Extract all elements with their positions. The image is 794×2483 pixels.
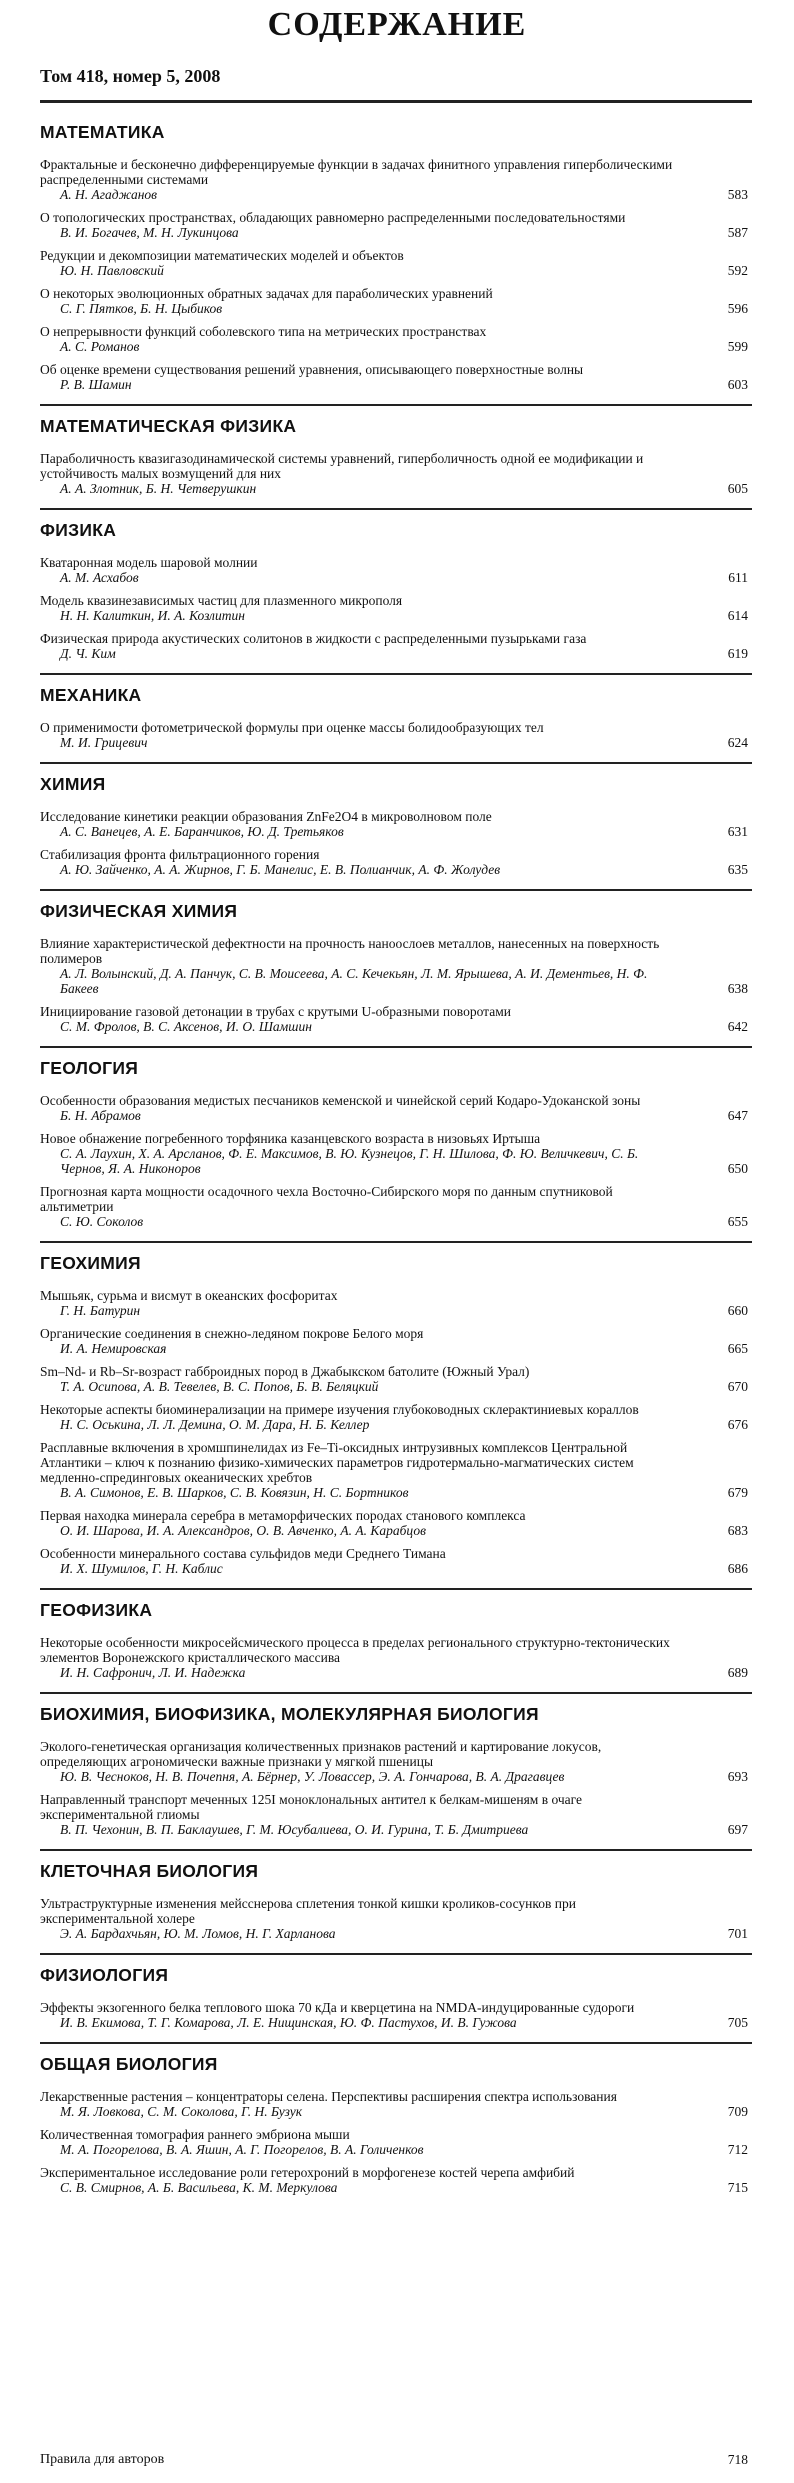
article-entry	[40, 248, 752, 278]
article-authors	[40, 2015, 752, 2030]
authors-text: Н. С. Оськина, Л. Л. Демина, О. М. Дара, Н. Б. Келлер	[60, 1417, 370, 1432]
article-title: Параболичность квазигазодинамической системы уравнений, гиперболичность одной ее модификации и устойчивость малых возмущений для них	[40, 451, 644, 481]
article-entry	[40, 1093, 752, 1123]
article-title: Новое обнажение погребенного торфяника казанцевского возраста в низовьях Иртыша	[40, 1131, 541, 1146]
section-divider	[40, 673, 752, 675]
authors-text: М. Я. Ловкова, С. М. Соколова, Г. Н. Бузук	[60, 2104, 303, 2119]
article-page: 679	[727, 1485, 748, 1500]
author-rules-label: Правила для авторов	[40, 2452, 165, 2467]
authors-text: А. С. Романов	[60, 339, 140, 354]
section-heading: МАТЕМАТИЧЕСКАЯ ФИЗИКА	[40, 416, 297, 436]
article-authors	[40, 862, 752, 877]
author-rules-page: 718	[727, 2452, 748, 2467]
article-authors	[40, 1769, 752, 1784]
section-divider	[40, 1588, 752, 1590]
authors-text: И. Х. Шумилов, Г. Н. Каблис	[60, 1561, 223, 1576]
article-authors	[40, 187, 752, 202]
section-heading: ФИЗИЧЕСКАЯ ХИМИЯ	[40, 901, 238, 921]
author-rules-entry	[40, 2452, 752, 2468]
article-page: 665	[727, 1341, 748, 1356]
authors-text: О. И. Шарова, И. А. Александров, О. В. Авченко, А. А. Карабцов	[60, 1523, 426, 1538]
authors-text: С. Г. Пятков, Б. Н. Цыбиков	[60, 301, 223, 316]
article-entry	[40, 157, 752, 202]
article-title: О некоторых эволюционных обратных задачах для параболических уравнений	[40, 286, 493, 301]
section-divider	[40, 508, 752, 510]
section-divider	[40, 404, 752, 406]
section-divider	[40, 1046, 752, 1048]
article-page: 592	[727, 263, 748, 278]
authors-text: А. Н. Агаджанов	[60, 187, 158, 202]
article-page: 583	[727, 187, 748, 202]
section-heading: ФИЗИОЛОГИЯ	[40, 1965, 169, 1985]
article-authors	[40, 1019, 752, 1034]
article-page: 638	[727, 981, 748, 996]
authors-text: Т. А. Осипова, А. В. Тевелев, В. С. Попов, Б. В. Беляцкий	[60, 1379, 379, 1394]
authors-text: И. В. Екимова, Т. Г. Комарова, Л. Е. Нищинская, Ю. Ф. Пастухов, И. В. Гужова	[60, 2015, 517, 2030]
article-page: 605	[727, 481, 748, 496]
article-authors	[40, 570, 752, 585]
article-title: Эффекты экзогенного белка теплового шока 70 кДа и кверцетина на NMDA-индуцированные судороги	[40, 2000, 635, 2015]
article-entry	[40, 1288, 752, 1318]
section-heading: КЛЕТОЧНАЯ БИОЛОГИЯ	[40, 1861, 259, 1881]
article-page: 670	[727, 1379, 748, 1394]
article-title: Sm–Nd- и Rb–Sr-возраст габброидных пород в Джабыкском батолите (Южный Урал)	[40, 1364, 530, 1379]
page-title: СОДЕРЖАНИЕ	[267, 6, 527, 43]
article-authors	[40, 1523, 752, 1538]
article-page: 697	[727, 1822, 748, 1837]
article-page: 624	[727, 735, 748, 750]
article-page: 709	[727, 2104, 748, 2119]
article-authors	[40, 1665, 752, 1680]
authors-text: Э. А. Бардахчьян, Ю. М. Ломов, Н. Г. Харланова	[60, 1926, 336, 1941]
authors-text: М. И. Грицевич	[60, 735, 148, 750]
article-entry	[40, 210, 752, 240]
article-title: Инициирование газовой детонации в трубах с крутыми U-образными поворотами	[40, 1004, 511, 1019]
article-authors	[40, 1303, 752, 1318]
article-authors	[40, 608, 752, 623]
article-title: О непрерывности функций соболевского типа на метрических пространствах	[40, 324, 487, 339]
section-heading: ХИМИЯ	[40, 774, 106, 794]
article-title: Некоторые особенности микросейсмического процесса в пределах регионального структурно-тектонических элементов Воронежского кристаллического массива	[40, 1635, 670, 1665]
article-authors	[40, 2180, 752, 2195]
article-title: Органические соединения в снежно-ледяном покрове Белого моря	[40, 1326, 424, 1341]
article-title: Стабилизация фронта фильтрационного горения	[40, 847, 320, 862]
authors-text: Р. В. Шамин	[60, 377, 132, 392]
authors-text: Б. Н. Абрамов	[60, 1108, 141, 1123]
article-entry	[40, 847, 752, 877]
article-authors	[40, 1108, 752, 1123]
article-authors	[40, 1341, 752, 1356]
section	[40, 1861, 752, 1949]
article-title: Экспериментальное исследование роли гетерохроний в морфогенезе костей черепа амфибий	[40, 2165, 575, 2180]
article-page: 715	[727, 2180, 748, 2195]
article-page: 635	[727, 862, 748, 877]
section	[40, 1253, 752, 1584]
section	[40, 520, 752, 669]
authors-text: И. Н. Сафронич, Л. И. Надежка	[60, 1665, 246, 1680]
section	[40, 2054, 752, 2203]
section-heading: ГЕОХИМИЯ	[40, 1253, 141, 1273]
article-entry	[40, 1546, 752, 1576]
article-page: 642	[727, 1019, 748, 1034]
article-entry	[40, 286, 752, 316]
article-title: Прогнозная карта мощности осадочного чехла Восточно-Сибирского моря по данным спутниковой альтиметрии	[40, 1184, 613, 1214]
section-divider	[40, 762, 752, 764]
article-page: 619	[727, 646, 748, 661]
article-entry	[40, 1508, 752, 1538]
authors-text: С. В. Смирнов, А. Б. Васильева, К. М. Меркулова	[60, 2180, 338, 2195]
article-authors	[40, 735, 752, 750]
article-page: 676	[727, 1417, 748, 1432]
section-divider	[40, 1849, 752, 1851]
article-title: Расплавные включения в хромшпинелидах из Fe–Ti-оксидных интрузивных комплексов Центральной Атлантики – ключ к познанию физико-химических параметров гидротермально-магматических систем медленно-спрединговых океанических хребтов	[40, 1440, 634, 1485]
article-page: 701	[727, 1926, 748, 1941]
article-page: 660	[727, 1303, 748, 1318]
authors-text: С. М. Фролов, В. С. Аксенов, И. О. Шамшин	[60, 1019, 312, 1034]
article-authors	[40, 1926, 752, 1941]
article-title: Фрактальные и бесконечно дифференцируемые функции в задачах финитного управления гиперболическими распределенными системами	[40, 157, 673, 187]
section	[40, 1600, 752, 1688]
article-page: 689	[727, 1665, 748, 1680]
section-divider	[40, 1953, 752, 1955]
authors-text: М. А. Погорелова, В. А. Яшин, А. Г. Погорелов, В. А. Голиченков	[60, 2142, 424, 2157]
authors-text: В. И. Богачев, М. Н. Лукинцова	[60, 225, 239, 240]
authors-text: Г. Н. Батурин	[60, 1303, 141, 1318]
article-entry	[40, 1896, 752, 1941]
section	[40, 1704, 752, 1845]
article-authors	[40, 2104, 752, 2119]
section	[40, 685, 752, 758]
authors-text: Н. Н. Калиткин, И. А. Козлитин	[60, 608, 245, 623]
article-title: Модель квазинезависимых частиц для плазменного микрополя	[40, 593, 403, 608]
article-authors	[40, 1561, 752, 1576]
article-title: О применимости фотометрической формулы при оценке массы болидообразующих тел	[40, 720, 544, 735]
article-entry	[40, 1364, 752, 1394]
authors-text: С. Ю. Соколов	[60, 1214, 144, 1229]
article-page: 655	[727, 1214, 748, 1229]
article-page: 705	[727, 2015, 748, 2030]
article-authors	[40, 225, 752, 240]
authors-text: Д. Ч. Ким	[60, 646, 116, 661]
article-page: 603	[727, 377, 748, 392]
section-divider	[40, 1241, 752, 1243]
article-entry	[40, 2127, 752, 2157]
article-authors	[40, 301, 752, 316]
article-title: Количественная томография раннего эмбриона мыши	[40, 2127, 350, 2142]
article-title: Ультраструктурные изменения мейсснерова сплетения тонкой кишки кроликов-сосунков при экспериментальной холере	[40, 1896, 576, 1926]
authors-text: Ю. Н. Павловский	[60, 263, 164, 278]
section-divider	[40, 2042, 752, 2044]
article-entry	[40, 1792, 752, 1837]
article-page: 587	[727, 225, 748, 240]
section-heading: ГЕОЛОГИЯ	[40, 1058, 139, 1078]
article-page: 631	[727, 824, 748, 839]
section-heading: ОБЩАЯ БИОЛОГИЯ	[40, 2054, 218, 2074]
article-entry	[40, 324, 752, 354]
article-authors	[40, 824, 752, 839]
article-entry	[40, 1004, 752, 1034]
article-authors	[40, 2142, 752, 2157]
article-authors	[40, 1485, 752, 1500]
article-title: О топологических пространствах, обладающих равномерно распределенными последовательностями	[40, 210, 626, 225]
article-title: Лекарственные растения – концентраторы селена. Перспективы расширения спектра использования	[40, 2089, 617, 2104]
section	[40, 901, 752, 1042]
authors-text: А. Ю. Зайченко, А. А. Жирнов, Г. Б. Манелис, Е. В. Полианчик, А. Ф. Жолудев	[60, 862, 501, 877]
article-entry	[40, 936, 752, 996]
section-heading: МАТЕМАТИКА	[40, 122, 165, 142]
article-authors	[40, 1146, 752, 1176]
section-divider	[40, 889, 752, 891]
article-page: 647	[727, 1108, 748, 1123]
article-entry	[40, 631, 752, 661]
article-entry	[40, 2165, 752, 2195]
article-entry	[40, 809, 752, 839]
article-title: Исследование кинетики реакции образования ZnFe2O4 в микроволновом поле	[40, 809, 492, 824]
article-page: 686	[727, 1561, 748, 1576]
article-authors	[40, 1379, 752, 1394]
article-authors	[40, 646, 752, 661]
authors-text: И. А. Немировская	[60, 1341, 167, 1356]
article-authors	[40, 339, 752, 354]
article-authors	[40, 1417, 752, 1432]
section	[40, 1058, 752, 1237]
article-page: 712	[727, 2142, 748, 2157]
article-authors	[40, 481, 752, 496]
article-authors	[40, 377, 752, 392]
article-entry	[40, 2089, 752, 2119]
article-authors	[40, 1214, 752, 1229]
article-title: Некоторые аспекты биоминерализации на примере изучения глубоководных склерактиниевых кораллов	[40, 1402, 639, 1417]
issue-info: Том 418, номер 5, 2008	[40, 66, 221, 86]
article-entry	[40, 1326, 752, 1356]
article-page: 596	[727, 301, 748, 316]
section	[40, 416, 752, 504]
article-page: 614	[727, 608, 748, 623]
section-heading: МЕХАНИКА	[40, 685, 142, 705]
article-title: Эколого-генетическая организация количественных признаков растений и картирование локусов, определяющих агрономически важные признаки у мягкой пшеницы	[40, 1739, 602, 1769]
article-page: 599	[727, 339, 748, 354]
section	[40, 122, 752, 400]
section	[40, 1965, 752, 2038]
article-entry	[40, 593, 752, 623]
article-page: 683	[727, 1523, 748, 1538]
article-entry	[40, 1440, 752, 1500]
article-title: Особенности образования медистых песчаников кеменской и чинейской серий Кодаро-Удоканской зоны	[40, 1093, 641, 1108]
authors-text: В. А. Симонов, Е. В. Шарков, С. В. Ковязин, Н. С. Бортников	[60, 1485, 409, 1500]
authors-text: Ю. В. Чесноков, Н. В. Почепня, А. Бёрнер, У. Ловассер, Э. А. Гончарова, В. А. Драгавцев	[60, 1769, 565, 1784]
authors-text: А. М. Асхабов	[60, 570, 139, 585]
article-entry	[40, 1635, 752, 1680]
section-heading: ФИЗИКА	[40, 520, 117, 540]
article-title: Влияние характеристической дефектности на прочность наноослоев металлов, нанесенных на поверхность полимеров	[40, 936, 660, 966]
authors-text: В. П. Чехонин, В. П. Баклаушев, Г. М. Юсубалиева, О. И. Гурина, Т. Б. Дмитриева	[60, 1822, 529, 1837]
article-entry	[40, 720, 752, 750]
section-heading: БИОХИМИЯ, БИОФИЗИКА, МОЛЕКУЛЯРНАЯ БИОЛОГИЯ	[40, 1704, 539, 1724]
article-entry	[40, 451, 752, 496]
article-authors	[40, 263, 752, 278]
article-title: Редукции и декомпозиции математических моделей и объектов	[40, 248, 404, 263]
article-authors	[40, 1822, 752, 1837]
article-title: Об оценке времени существования решений уравнения, описывающего поверхностные волны	[40, 362, 584, 377]
article-entry	[40, 2000, 752, 2030]
article-title: Особенности минерального состава сульфидов меди Среднего Тимана	[40, 1546, 446, 1561]
article-entry	[40, 1739, 752, 1784]
article-title: Направленный транспорт меченных 125I моноклональных антител к белкам-мишеням в очаге экспериментальной глиомы	[40, 1792, 582, 1822]
authors-text: С. А. Лаухин, Х. А. Арсланов, Ф. Е. Максимов, В. Ю. Кузнецов, Г. Н. Шилова, Ф. Ю. Величкевич, С. Б. Чернов, Я. А. Никоноров	[60, 1146, 639, 1176]
article-page: 611	[728, 570, 748, 585]
article-entry	[40, 1184, 752, 1229]
top-divider	[40, 100, 752, 103]
article-title: Первая находка минерала серебра в метаморфических породах станового комплекса	[40, 1508, 526, 1523]
article-entry	[40, 1131, 752, 1176]
section	[40, 774, 752, 885]
article-page: 693	[727, 1769, 748, 1784]
article-entry	[40, 1402, 752, 1432]
article-authors	[40, 966, 752, 996]
article-entry	[40, 555, 752, 585]
article-page: 650	[727, 1161, 748, 1176]
authors-text: А. А. Злотник, Б. Н. Четверушкин	[60, 481, 257, 496]
article-title: Физическая природа акустических солитонов в жидкости с распределенными пузырьками газа	[40, 631, 587, 646]
section-heading: ГЕОФИЗИКА	[40, 1600, 153, 1620]
authors-text: А. Л. Волынский, Д. А. Панчук, С. В. Моисеева, А. С. Кечекьян, Л. М. Ярышева, А. И. Дементьев, Н. Ф. Бакеев	[60, 966, 648, 996]
article-title: Мышьяк, сурьма и висмут в океанских фосфоритах	[40, 1288, 338, 1303]
article-title: Кватаронная модель шаровой молнии	[40, 555, 258, 570]
article-entry	[40, 362, 752, 392]
authors-text: А. С. Ванецев, А. Е. Баранчиков, Ю. Д. Третьяков	[60, 824, 344, 839]
section-divider	[40, 1692, 752, 1694]
